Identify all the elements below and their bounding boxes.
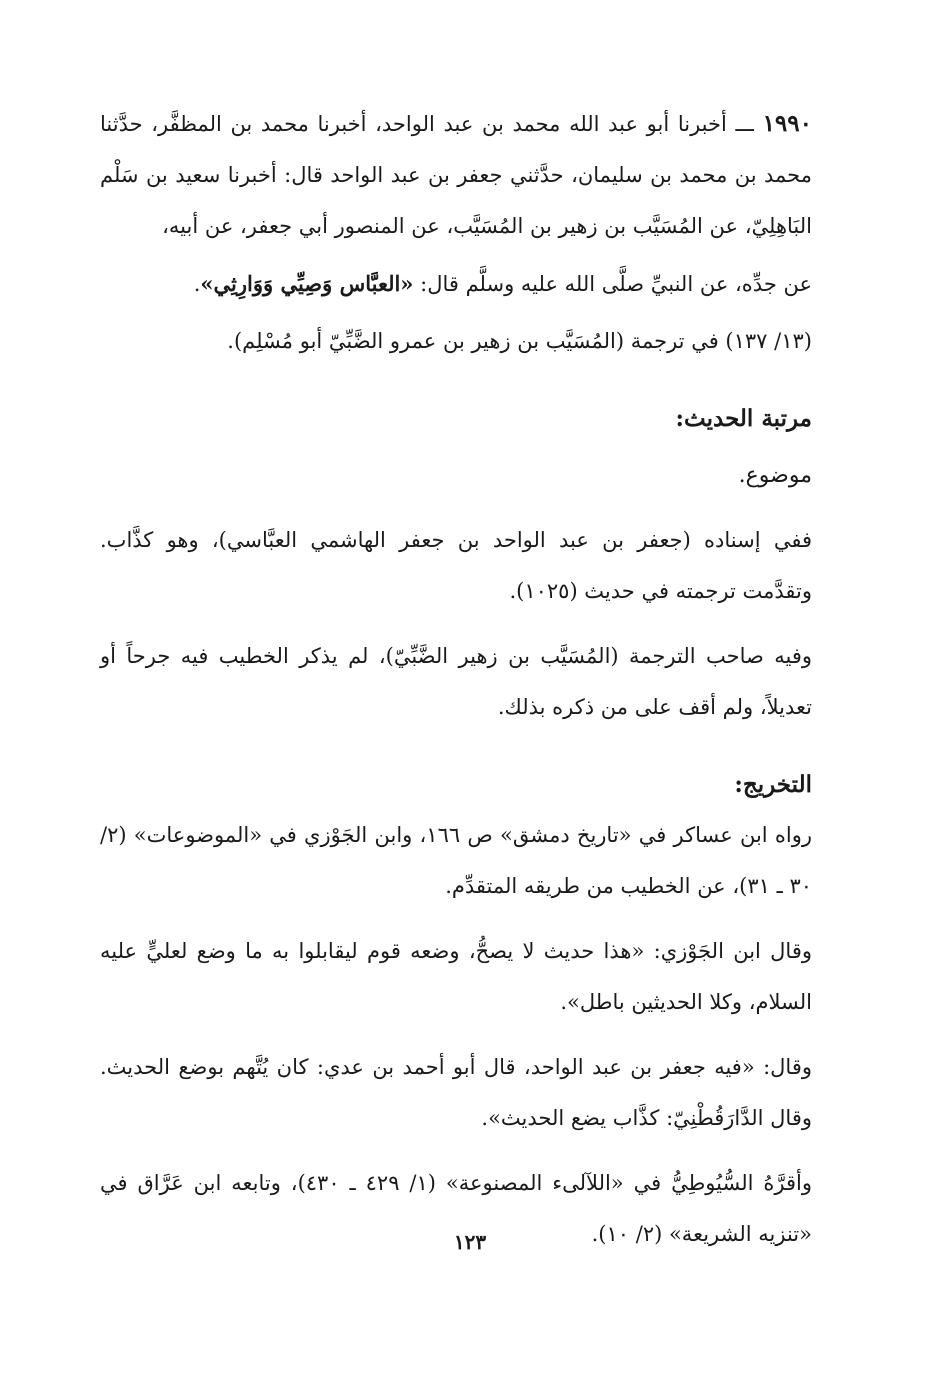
hadith-matn-intro: عن جدِّه، عن النبيِّ صلَّى الله عليه وسلَّم قال: (420, 272, 812, 296)
hadith-matn (100, 258, 812, 310)
hadith-isnad (100, 98, 812, 252)
takhrij-paragraph-3: وقال: «فيه جعفر بن عبد الواحد، قال أبو أحمد بن عدي: كان يُتَّهم بوضع الحديث. وقال الدَّارَقُطْنِيّ: كذَّاب يضع الحديث». (100, 1055, 812, 1130)
takhrij-paragraph-4: وأقرَّهُ السُّيُوطِيُّ في «اللآلىء المصنوعة» (١/ ٤٢٩ ـ ٤٣٠)، وتابعه ابن عَرَّاق في «تنزيه الشريعة» (٢/ ١٠). (100, 1171, 812, 1246)
hadith-matn-text: «العبَّاس وَصِيِّي وَوَارِثِي» (200, 271, 414, 296)
page-number: ١٢٣ (453, 1230, 487, 1254)
book-page (100, 98, 812, 1260)
hadith-number: ١٩٩٠ (762, 110, 812, 137)
hadith-dash: ـــ (726, 112, 754, 136)
grading-paragraph-1: ففي إسناده (جعفر بن عبد الواحد بن جعفر الهاشمي العبَّاسي)، وهو كذَّاب. وتقدَّمت ترجمته في حديث (١٠٢٥). (100, 528, 812, 603)
grading-heading: مرتبة الحديث: (675, 405, 812, 432)
takhrij-heading: التخريج: (734, 771, 812, 798)
hadith-reference: (١٣/ ١٣٧) في ترجمة (المُسَيَّب بن زهير بن عمرو الضَّبِّيّ أبو مُسْلِم). (227, 329, 812, 353)
grading-verdict: موضوع. (738, 463, 812, 488)
hadith-matn-end: . (193, 272, 201, 296)
hadith-isnad-text: أخبرنا أبو عبد الله محمد بن عبد الواحد، أخبرنا محمد بن المظفَّر، حدَّثنا محمد بن محمد بن سليمان، حدَّثني جعفر بن عبد الواحد قال: أخبرنا سعيد بن سَلْم البَاهِلِيّ، عن المُسَيَّب بن زهير بن المُسَيَّب، عن المنصور أبي جعفر، عن أبيه، (100, 112, 812, 238)
takhrij-paragraph-2: وقال ابن الجَوْزي: «هذا حديث لا يصحُّ، وضعه قوم ليقابلوا به ما وضع لعليٍّ عليه السلام، وكلا الحديثين باطل». (100, 939, 812, 1014)
grading-paragraph-2: وفيه صاحب الترجمة (المُسَيَّب بن زهير الضَّبِّيّ)، لم يذكر الخطيب فيه جرحاً أو تعديلاً، ولم أقف على من ذكره بذلك. (100, 644, 812, 719)
takhrij-paragraph-1: رواه ابن عساكر في «تاريخ دمشق» ص ١٦٦، وابن الجَوْزي في «الموضوعات» (٢/ ٣٠ ـ ٣١)، عن الخطيب من طريقه المتقدِّم. (100, 823, 812, 898)
